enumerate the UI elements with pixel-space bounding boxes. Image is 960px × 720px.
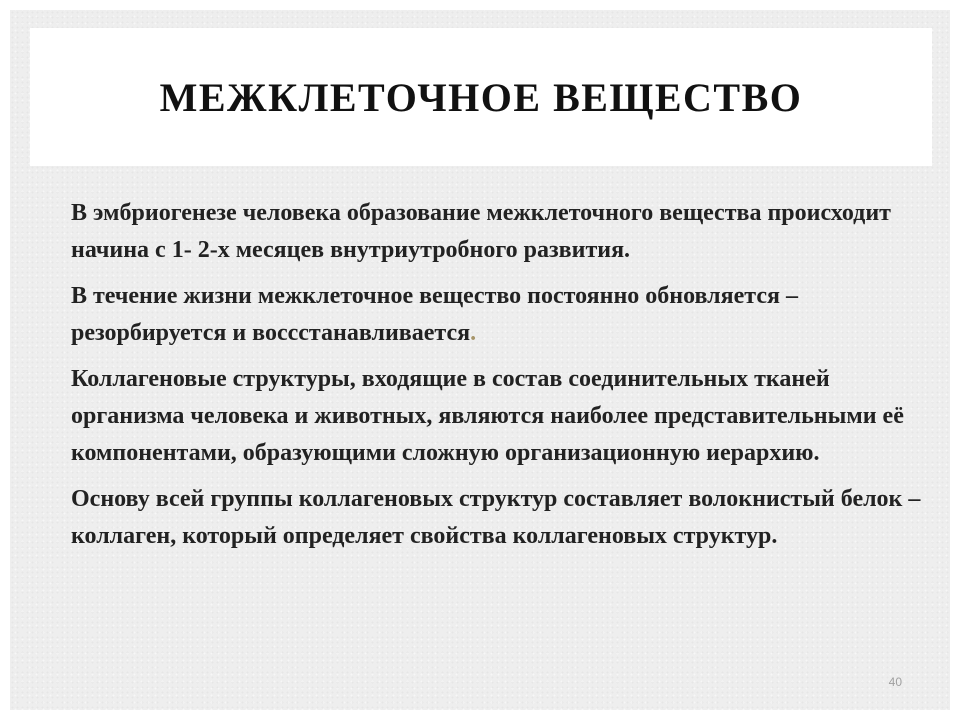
slide-body	[71, 195, 931, 564]
paragraph-2	[71, 278, 931, 352]
paragraph-4: Основу всей группы коллагеновых структур составляет волокнистый белок – коллаген, который определяет свойства коллагеновых структур.	[71, 486, 921, 549]
slide-title: МЕЖКЛЕТОЧНОЕ ВЕЩЕСТВО	[159, 74, 803, 120]
page-number: 40	[888, 675, 902, 689]
paragraph-3: Коллагеновые структуры, входящие в состав соединительных тканей организма человека и животных, являются наиболее представительными её компонентами, образующими сложную организационную иерархию.	[71, 366, 904, 466]
paragraph-2-text: В течение жизни межклеточное вещество постоянно обновляется – резорбируется и восcстанавливается	[71, 283, 798, 346]
slide	[10, 10, 950, 710]
paragraph-1: В эмбриогенезе человека образование межклеточного вещества происходит начина с 1- 2-х месяцев внутриутробного развития.	[71, 200, 891, 263]
paragraph-2-accent-period: .	[470, 320, 477, 346]
title-box	[30, 28, 932, 166]
